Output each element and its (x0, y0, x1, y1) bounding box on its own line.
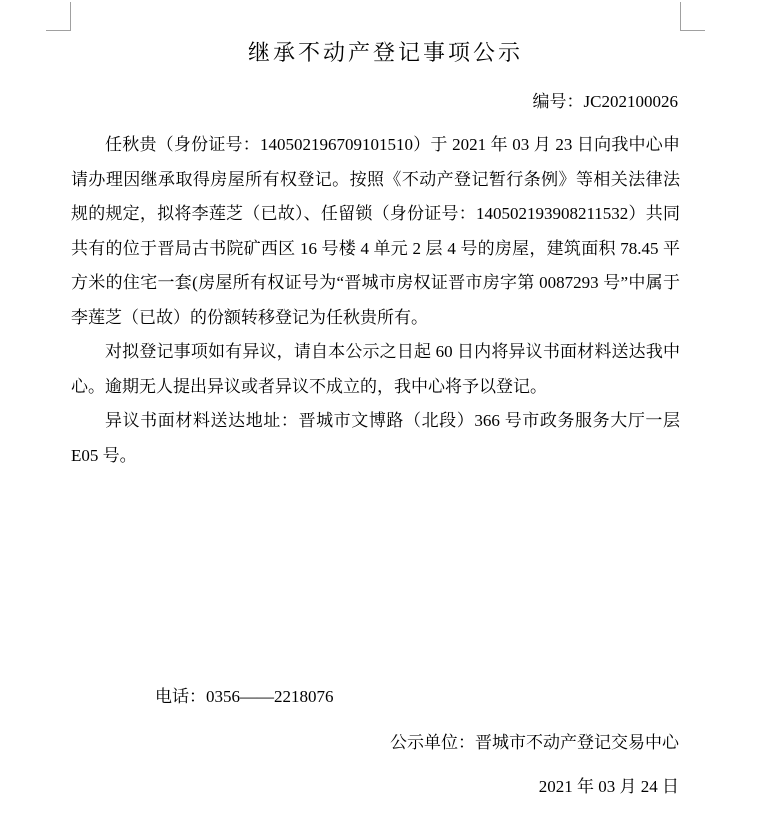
document-body (71, 128, 680, 473)
paragraph-objection: 对拟登记事项如有异议，请自本公示之日起 60 日内将异议书面材料送达我中心。逾期无人提出异议或者异议不成立的，我中心将予以登记。 (71, 342, 680, 396)
page-corner-mark-right (680, 2, 705, 31)
publish-date: 2021 年 03 月 24 日 (538, 777, 679, 796)
document-title: 继承不动产登记事项公示 (247, 41, 523, 66)
contact-phone: 电话：0356——2218076 (155, 687, 334, 706)
paragraph-notice: 任秋贵（身份证号：140502196709101510）于 2021 年 03 月 23 日向我中心申请办理因继承取得房屋所有权登记。按照《不动产登记暂行条例》等相关法律法规的规定，拟将李莲芝（已故）、任留锁（身份证号：140502193908211532）共同共有的位于晋局古书院矿西区 16 号楼 4 单元 2 层 4 号的房屋，建筑面积 78.45 平方米的住宅一套(房屋所有权证号为“晋城市房权证晋市房字第 0087293 号”中属于李莲芝（已故）的份额转移登记为任秋贵所有。 (71, 135, 680, 327)
document-number: 编号：JC202100026 (532, 92, 678, 111)
publisher-unit: 公示单位：晋城市不动产登记交易中心 (390, 733, 679, 752)
paragraph-address: 异议书面材料送达地址：晋城市文博路（北段）366 号市政务服务大厅一层 E05 号。 (71, 411, 680, 465)
page-corner-mark-left (46, 2, 71, 31)
